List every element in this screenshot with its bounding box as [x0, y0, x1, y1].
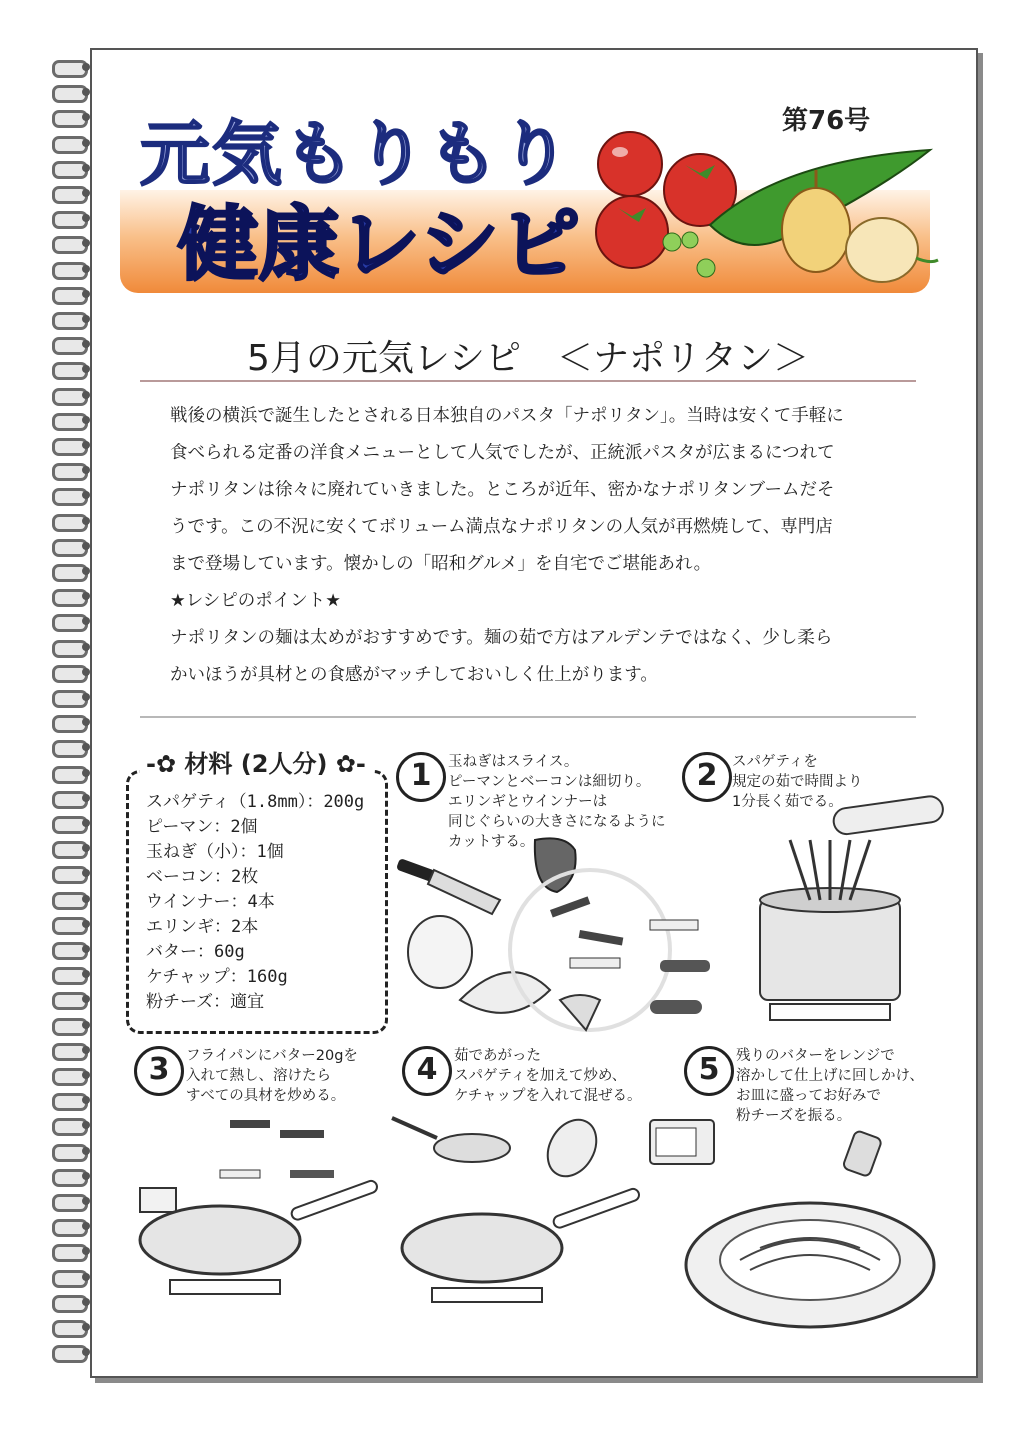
spiral-ring — [46, 234, 96, 256]
knife-icon — [396, 858, 500, 914]
spiral-ring — [46, 915, 96, 937]
spiral-ring — [46, 688, 96, 710]
step-number: 3 — [134, 1046, 184, 1096]
spiral-ring — [46, 58, 96, 80]
step-line: ケチャップを入れて混ぜる。 — [454, 1088, 642, 1104]
onion-icon — [408, 916, 472, 988]
spaghetti-bundle-icon — [832, 795, 945, 836]
step-line: 1分長く茹でる。 — [732, 794, 843, 810]
spiral-ring — [46, 184, 96, 206]
stove-burner-icon — [170, 1280, 280, 1294]
spiral-ring — [46, 864, 96, 886]
step-1-text — [448, 752, 666, 852]
spiral-ring — [46, 360, 96, 382]
step-line: 茹であがった — [454, 1048, 541, 1064]
ingredient-item: ケチャップ：160g — [146, 967, 288, 987]
spiral-ring — [46, 461, 96, 483]
spiral-ring — [46, 738, 96, 760]
ingredient-item: ピーマン：2個 — [146, 817, 258, 837]
spiral-ring — [46, 1192, 96, 1214]
frying-pan-icon — [402, 1187, 641, 1282]
spiral-ring — [46, 713, 96, 735]
spiral-ring — [46, 209, 96, 231]
issue-number: 第76号 — [782, 106, 871, 136]
spiral-ring — [46, 1167, 96, 1189]
intro-line: ナポリタンは徐々に廃れていきました。ところが近年、密かなナポリタンブームだそ — [170, 480, 835, 500]
spiral-ring — [46, 83, 96, 105]
step-line: 玉ねぎはスライス。 — [448, 754, 579, 770]
spiral-ring — [46, 990, 96, 1012]
sliced-ingredients-icon — [550, 896, 710, 1030]
ingredient-item: バター：60g — [146, 942, 245, 962]
step-line: すべての具材を炒める。 — [186, 1088, 346, 1104]
recipe-point-heading: ★レシピのポイント★ — [170, 591, 341, 611]
spiral-ring — [46, 612, 96, 634]
spiral-ring — [46, 108, 96, 130]
step-number: 2 — [682, 752, 732, 802]
spiral-ring — [46, 1242, 96, 1264]
step-line: 残りのバターをレンジで — [736, 1048, 895, 1064]
ingredients-title: -✿ 材料 (2人分) ✿- — [140, 744, 372, 779]
spiral-ring — [46, 486, 96, 508]
spiral-ring — [46, 965, 96, 987]
step-line: お皿に盛ってお好みで — [736, 1088, 881, 1104]
pot-icon — [760, 840, 900, 1000]
spiral-ring — [46, 159, 96, 181]
ingredient-item: 粉チーズ：適宜 — [146, 992, 265, 1012]
step-line: 規定の茹で時間より — [732, 774, 863, 790]
spiral-ring — [46, 940, 96, 962]
spiral-ring — [46, 814, 96, 836]
intro-line: ナポリタンの麺は太めがおすすめです。麺の茹で方はアルデンテではなく、少し柔ら — [170, 628, 833, 648]
spiral-ring — [46, 134, 96, 156]
ingredients-list — [146, 790, 364, 1015]
intro-line: 戦後の横浜で誕生したとされる日本独自のパスタ「ナポリタン」。当時は安くて手軽に — [170, 406, 844, 426]
spiral-ring — [46, 587, 96, 609]
intro-line: まで登場しています。懐かしの「昭和グルメ」を自宅でご堪能あれ。 — [170, 554, 712, 574]
spiral-ring — [46, 1217, 96, 1239]
spiral-ring — [46, 1293, 96, 1315]
step-number: 4 — [402, 1046, 452, 1096]
intro-text — [170, 398, 890, 694]
pepper-icon — [535, 838, 576, 892]
cutting-illustration — [400, 840, 720, 1040]
step-number: 1 — [396, 752, 446, 802]
pasta-plate-icon — [686, 1203, 934, 1327]
spiral-ring — [46, 562, 96, 584]
tomato-icon — [598, 132, 662, 196]
divider — [140, 380, 916, 382]
title-line2: 健康レシピ — [178, 198, 581, 291]
spiral-ring — [46, 1142, 96, 1164]
spiral-ring — [46, 764, 96, 786]
intro-line: かいほうが具材との食感がマッチしておいしく仕上がります。 — [170, 665, 658, 685]
frying-pan-step3-illustration — [130, 1110, 390, 1320]
strainer-icon — [392, 1118, 510, 1162]
ingredient-item: ウインナー：4本 — [146, 892, 275, 912]
ingredient-item: 玉ねぎ（小）：1個 — [146, 842, 284, 862]
step-line: カットする。 — [448, 834, 535, 850]
step-line: ピーマンとベーコンは細切り。 — [448, 774, 651, 790]
ingredient-item: エリンギ：2本 — [146, 917, 259, 937]
spiral-ring — [46, 789, 96, 811]
ingredient-item: スパゲティ（1.8mm）：200g — [146, 792, 365, 812]
tomato-icon — [596, 196, 668, 268]
spiral-ring — [46, 1041, 96, 1063]
divider — [140, 716, 916, 718]
ketchup-bottle-icon — [538, 1111, 606, 1185]
spiral-ring — [46, 839, 96, 861]
spiral-ring — [46, 260, 96, 282]
recipe-heading: 5月の元気レシピ ＜ナポリタン＞ — [246, 338, 809, 379]
ingredients-falling-icon — [220, 1120, 334, 1178]
step-line: 同じぐらいの大きさになるように — [448, 814, 666, 830]
spiral-ring — [46, 285, 96, 307]
spiral-ring — [46, 638, 96, 660]
step-line: エリンギとウインナーは — [448, 794, 608, 810]
spiral-ring — [46, 537, 96, 559]
spiral-ring — [46, 310, 96, 332]
step-line: 入れて熱し、溶けたら — [186, 1068, 331, 1084]
step-line: 粉チーズを振る。 — [736, 1108, 852, 1124]
spiral-ring — [46, 1066, 96, 1088]
spiral-ring — [46, 335, 96, 357]
onion-icon — [846, 218, 938, 282]
spiral-ring — [46, 411, 96, 433]
boiling-pot-illustration — [720, 800, 940, 1040]
frying-pan-step4-illustration — [392, 1108, 652, 1328]
step-line: スパゲティを — [732, 754, 818, 770]
step-4-text — [454, 1046, 641, 1106]
spiral-ring — [46, 386, 96, 408]
spiral-ring — [46, 512, 96, 534]
spiral-ring — [46, 1116, 96, 1138]
spiral-ring — [46, 436, 96, 458]
microwave-icon — [650, 1120, 714, 1164]
step-line: スパゲティを加えて炒め、 — [454, 1068, 627, 1084]
cheese-shaker-icon — [842, 1130, 882, 1177]
step-number: 5 — [684, 1046, 734, 1096]
ingredient-item: ベーコン：2枚 — [146, 867, 259, 887]
intro-line: うです。この不況に安くてボリューム満点なナポリタンの人気が再燃焼して、専門店 — [170, 517, 833, 537]
spiral-ring — [46, 1318, 96, 1340]
spiral-ring — [46, 663, 96, 685]
step-5-text — [736, 1046, 924, 1126]
stove-burner-icon — [432, 1288, 542, 1302]
vegetables-illustration — [580, 130, 940, 300]
serving-plate-illustration — [680, 1120, 940, 1340]
spiral-ring — [46, 1268, 96, 1290]
step-line: フライパンにバター20gを — [186, 1048, 358, 1064]
spiral-ring — [46, 890, 96, 912]
stove-burner-icon — [770, 1004, 890, 1020]
spiral-ring — [46, 1091, 96, 1113]
spiral-binding — [46, 58, 96, 1368]
spiral-ring — [46, 1016, 96, 1038]
step-line: 溶かして仕上げに回しかけ、 — [736, 1068, 924, 1084]
title-line1: 元気もりもり — [140, 113, 572, 195]
butter-icon — [140, 1188, 176, 1212]
step-3-text — [186, 1046, 358, 1106]
spiral-ring — [46, 1343, 96, 1365]
intro-line: 食べられる定番の洋食メニューとして人気でしたが、正統派パスタが広まるにつれて — [170, 443, 835, 463]
